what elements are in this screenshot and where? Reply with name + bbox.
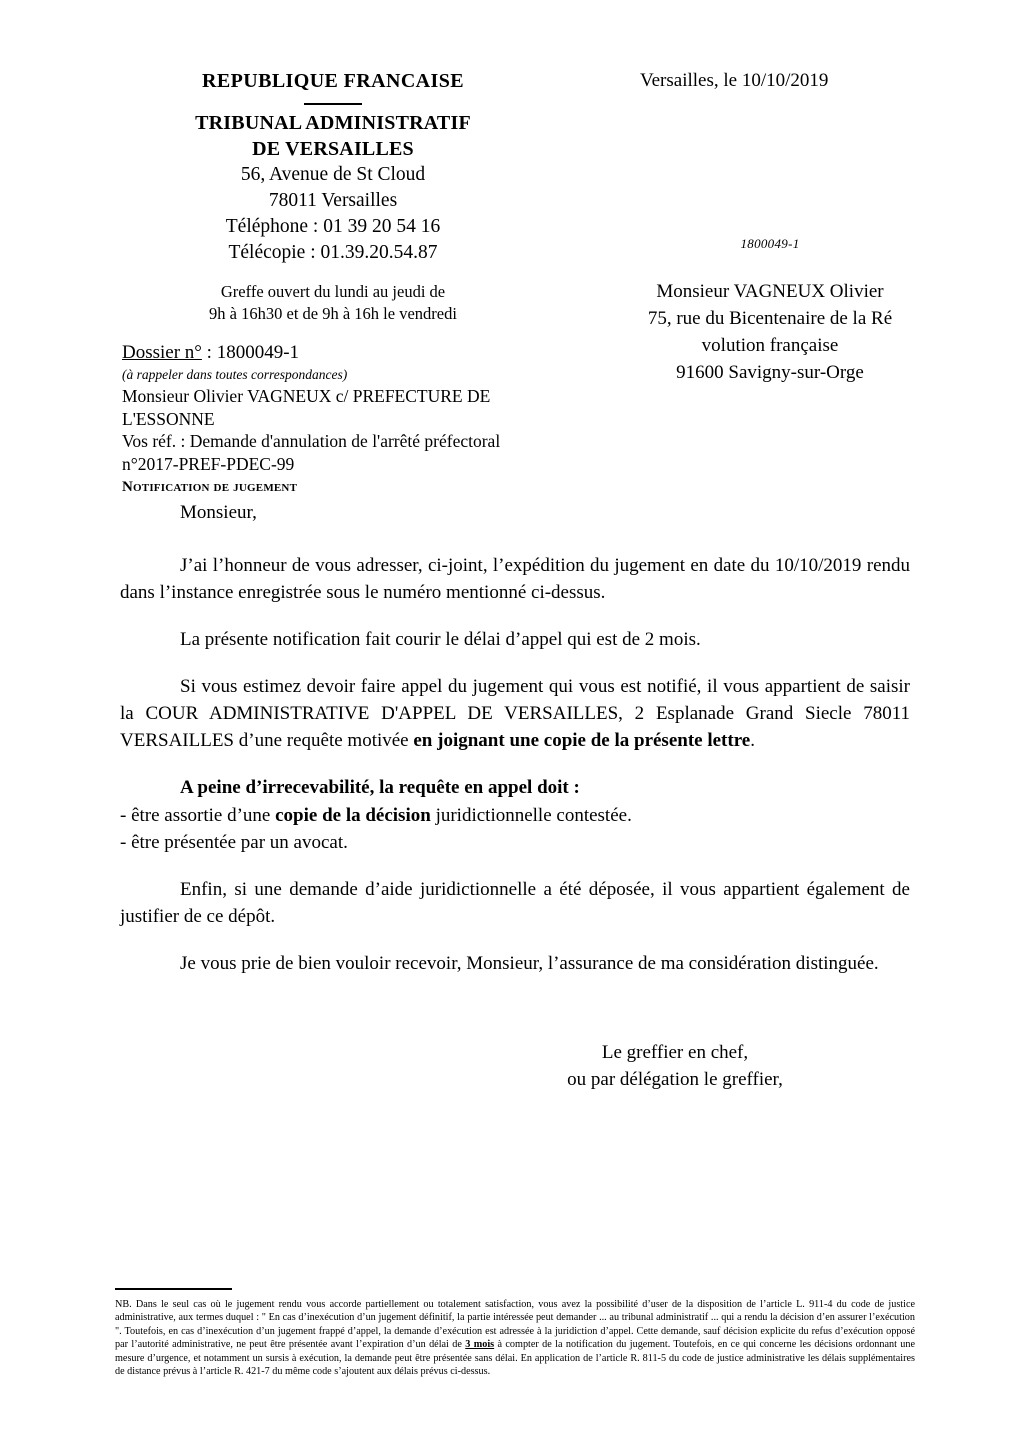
dossier-heading <box>122 341 642 366</box>
paragraph-delai <box>120 627 910 654</box>
irrecevabilite-item-2: - être présentée par un avocat. <box>120 831 348 853</box>
dossier-block <box>122 341 642 497</box>
greffe-hours <box>118 281 548 326</box>
recipient-city: 91600 Savigny-sur-Orge <box>676 361 864 383</box>
paragraph-aide-text: Enfin, si une demande d’aide juridictionnelle a été déposée, il vous appartient également de justifier de ce dépôt. <box>120 878 910 927</box>
recipient-address <box>600 279 940 387</box>
greffe-hours-line2: 9h à 16h30 et de 9h à 16h le vendredi <box>209 304 457 324</box>
irrecevabilite-item-1-suffix: juridictionnelle contestée. <box>430 804 632 826</box>
court-city: 78011 Versailles <box>268 190 398 212</box>
signature-line2: ou par délégation le greffier, <box>567 1068 783 1090</box>
irrecevabilite-item-1 <box>120 803 910 830</box>
recipient-street-line1: 75, rue du Bicentenaire de la Ré <box>647 307 893 329</box>
signature-block <box>450 1040 900 1094</box>
letterhead <box>118 68 548 266</box>
irrecevabilite-item-1-emphasis: copie de la décision <box>275 804 431 826</box>
recipient-street-line2: volution française <box>701 334 839 356</box>
dossier-vosref-line2: n°2017-PREF-PDEC-99 <box>122 454 295 475</box>
court-street: 56, Avenue de St Cloud <box>240 164 426 186</box>
date-line: Versailles, le 10/10/2019 <box>640 70 829 91</box>
dossier-parties-line2: L'ESSONNE <box>122 408 215 429</box>
footnote-text <box>115 1298 915 1379</box>
paragraph-appel-text: Si vous estimez devoir faire appel du jugement qui vous est notifié, il vous appartient de saisir la COUR ADMINISTRATIVE D'APPEL DE VERSAILLES, 2 Esplanade Grand Siecle 78011 VERSAILLES d’une requête motivée <box>120 675 910 751</box>
dossier-note: (à rappeler dans toutes correspondances) <box>122 366 348 382</box>
footnote-part-2: à compter de la notification du jugement. Toutefois, en ce qui concerne les décisions ordonnant une mesure d’urgence, et notamment un sursis à exécution, la demande peut être présentée sans délai. En application de l’article R. 811-5 du code de justice administrative les délais supplémentaires de distance prévus à l’article R. 421-7 du même code s’ajoutent aux délais prévus ci-dessus. <box>115 1339 916 1378</box>
header-divider <box>304 103 362 105</box>
dossier-vosref-line1: Vos réf. : Demande d'annulation de l'arrêté préfectoral <box>122 431 501 452</box>
irrecevabilite-item-1-prefix: - être assortie d’une <box>120 804 276 826</box>
paragraph-delai-text: La présente notification fait courir le délai d’appel qui est de 2 mois. <box>180 628 701 650</box>
salutation: Monsieur, <box>180 502 257 523</box>
signature-line1: Le greffier en chef, <box>601 1042 749 1063</box>
paragraph-expedition <box>120 553 910 607</box>
irrecevabilite-block <box>120 775 910 857</box>
republic-title: REPUBLIQUE FRANCAISE <box>202 70 464 92</box>
letter-body <box>120 500 910 998</box>
recipient-name: Monsieur VAGNEUX Olivier <box>656 281 884 302</box>
court-name-line2: DE VERSAILLES <box>252 137 414 160</box>
greffe-hours-line1: Greffe ouvert du lundi au jeudi de <box>220 282 446 301</box>
notification-title: Notification de jugement <box>122 478 298 495</box>
court-phone: Téléphone : 01 39 20 54 16 <box>225 216 441 238</box>
dossier-label: Dossier n° <box>122 342 202 363</box>
footnote-delai-emphasis: 3 mois <box>465 1339 495 1351</box>
paragraph-appel <box>120 674 910 755</box>
paragraph-appel-end: . <box>750 729 755 751</box>
dossier-number: 1800049-1 <box>216 342 300 363</box>
court-fax: Télécopie : 01.39.20.54.87 <box>228 241 438 263</box>
footnote-part-1: NB. Dans le seul cas où le jugement rendu vous accorde partiellement ou totalement satisfaction, vous avez la possibilité d’user de la disposition de l’article L. 911-4 du code de justice administrative, aux termes duquel : " En cas d’inexécution d’un jugement définitif, la partie intéressée peut demander ... au tribunal administratif ... qui a rendu la décision d’en assurer l’exécution ". Toutefois, en cas d’inexécution d’un jugement frappé d’appel, la demande d’exécution est adressée à la juridiction d’appel. Cette demande, sauf décision explicite du refus d’exécution opposé par l’autorité administrative, ne peut être présentée avant l’expiration d’un délai de <box>115 1299 915 1351</box>
irrecevabilite-lead: A peine d’irrecevabilité, la requête en appel doit : <box>180 776 580 798</box>
paragraph-aide-juridictionnelle <box>120 877 910 931</box>
recipient-reference: 1800049-1 <box>740 236 800 251</box>
dossier-parties-line1: Monsieur Olivier VAGNEUX c/ PREFECTURE DE <box>122 385 491 406</box>
footnote-divider <box>115 1288 232 1290</box>
paragraph-closing-text: Je vous prie de bien vouloir recevoir, Monsieur, l’assurance de ma considération distinguée. <box>180 952 879 974</box>
paragraph-appel-emphasis: en joignant une copie de la présente lettre <box>413 729 751 751</box>
dossier-parties <box>122 385 642 476</box>
court-name-line1: TRIBUNAL ADMINISTRATIF <box>195 112 471 134</box>
paragraph-closing <box>120 951 910 978</box>
paragraph-expedition-text: J’ai l’honneur de vous adresser, ci-joint, l’expédition du jugement en date du 10/10/2019 rendu dans l’instance enregistrée sous le numéro mentionné ci-dessus. <box>120 554 910 603</box>
dossier-separator: : <box>201 342 217 363</box>
